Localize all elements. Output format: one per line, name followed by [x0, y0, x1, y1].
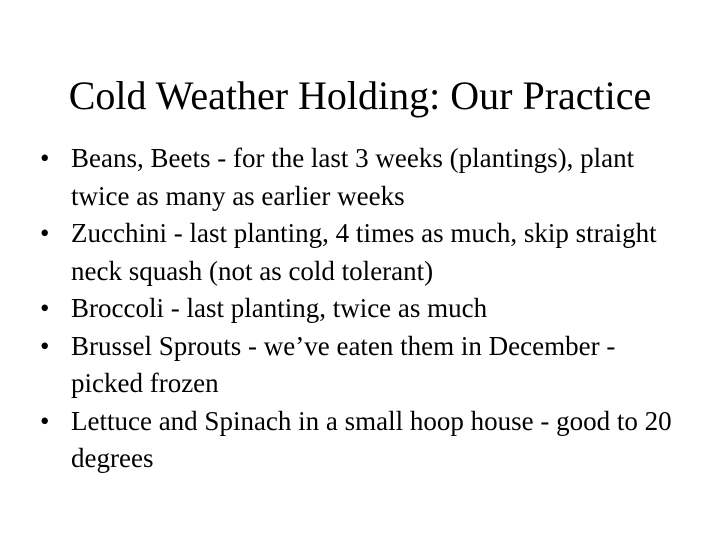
bullet-list: [40, 140, 690, 478]
bullet-text: Lettuce and Spinach in a small hoop house - good to 20 degrees: [71, 405, 672, 473]
slide-title: Cold Weather Holding: Our Practice: [68, 73, 652, 118]
bullet-icon: •: [40, 143, 50, 173]
bullet-icon: •: [40, 218, 50, 248]
bullet-item-broccoli: [40, 290, 690, 328]
bullet-icon: •: [40, 293, 50, 323]
bullet-text: Zucchini - last planting, 4 times as much, skip straight neck squash (not as cold tolerant): [71, 218, 657, 286]
bullet-text: Brussel Sprouts - we’ve eaten them in December - picked frozen: [71, 330, 616, 398]
bullet-icon: •: [40, 405, 50, 436]
bullet-text: Beans, Beets - for the last 3 weeks (plantings), plant twice as many as earlier weeks: [71, 143, 635, 211]
bullet-item-beans-beets: [40, 140, 690, 215]
bullet-item-zucchini: [40, 215, 690, 290]
bullet-item-lettuce-spinach: [40, 403, 690, 478]
bullet-text: Broccoli - last planting, twice as much: [71, 293, 488, 323]
bullet-icon: •: [40, 330, 50, 361]
bullet-item-brussel-sprouts: [40, 328, 690, 403]
